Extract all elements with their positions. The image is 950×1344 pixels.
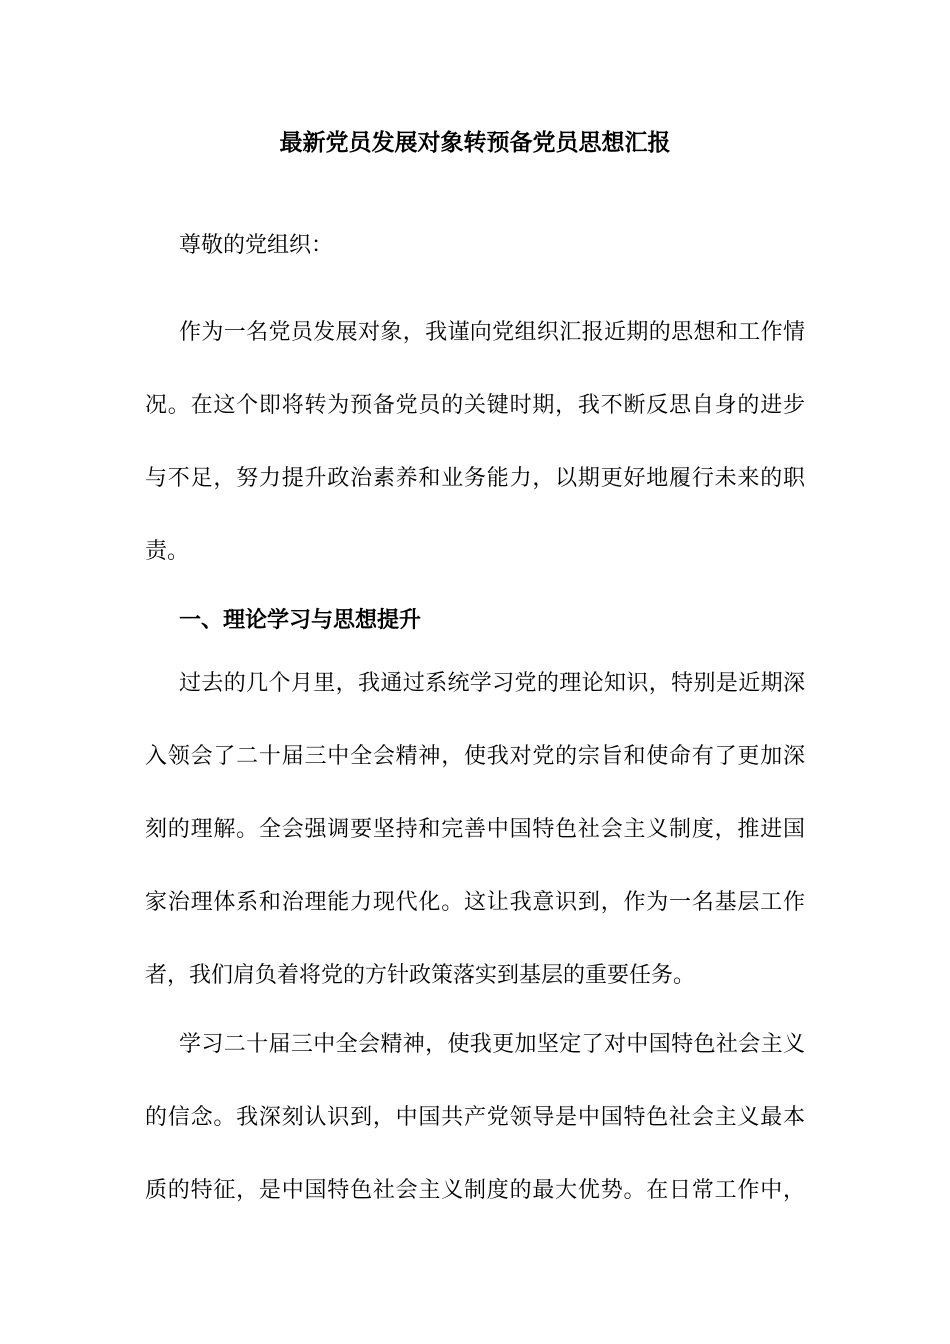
paragraph-line: 者，我们肩负着将党的方针政策落实到基层的重要任务。 — [145, 963, 696, 988]
paragraph-line: 入领会了二十届三中全会精神，使我对党的宗旨和使命有了更加深 — [145, 744, 805, 769]
paragraph-line: 的信念。我深刻认识到，中国共产党领导是中国特色社会主义最本 — [145, 1105, 805, 1130]
salutation: 尊敬的党组织： — [179, 233, 334, 258]
salutation-block — [145, 209, 805, 282]
paragraph-line: 责。 — [145, 539, 190, 564]
section-heading: 一、理论学习与思想提升 — [179, 607, 422, 633]
paragraph-line: 刻的理解。全会强调要坚持和完善中国特色社会主义制度，推进国 — [145, 817, 805, 842]
paragraph-line: 作为一名党员发展对象，我谨向党组织汇报近期的思想和工作情 — [179, 320, 805, 345]
paragraph-theory — [145, 647, 805, 1012]
document-title: 最新党员发展对象转预备党员思想汇报 — [279, 129, 671, 156]
paragraph-intro — [145, 296, 805, 588]
paragraph-belief — [145, 1008, 805, 1227]
paragraph-line: 学习二十届三中全会精神，使我更加坚定了对中国特色社会主义 — [179, 1032, 805, 1057]
paragraph-line: 质的特征，是中国特色社会主义制度的最大优势。在日常工作中， — [145, 1178, 805, 1203]
paragraph-line: 与不足，努力提升政治素养和业务能力，以期更好地履行未来的职 — [145, 466, 805, 491]
paragraph-line: 家治理体系和治理能力现代化。这让我意识到，作为一名基层工作 — [145, 890, 805, 915]
paragraph-line: 况。在这个即将转为预备党员的关键时期，我不断反思自身的进步 — [145, 393, 805, 418]
paragraph-line: 过去的几个月里，我通过系统学习党的理论知识，特别是近期深 — [179, 671, 805, 696]
